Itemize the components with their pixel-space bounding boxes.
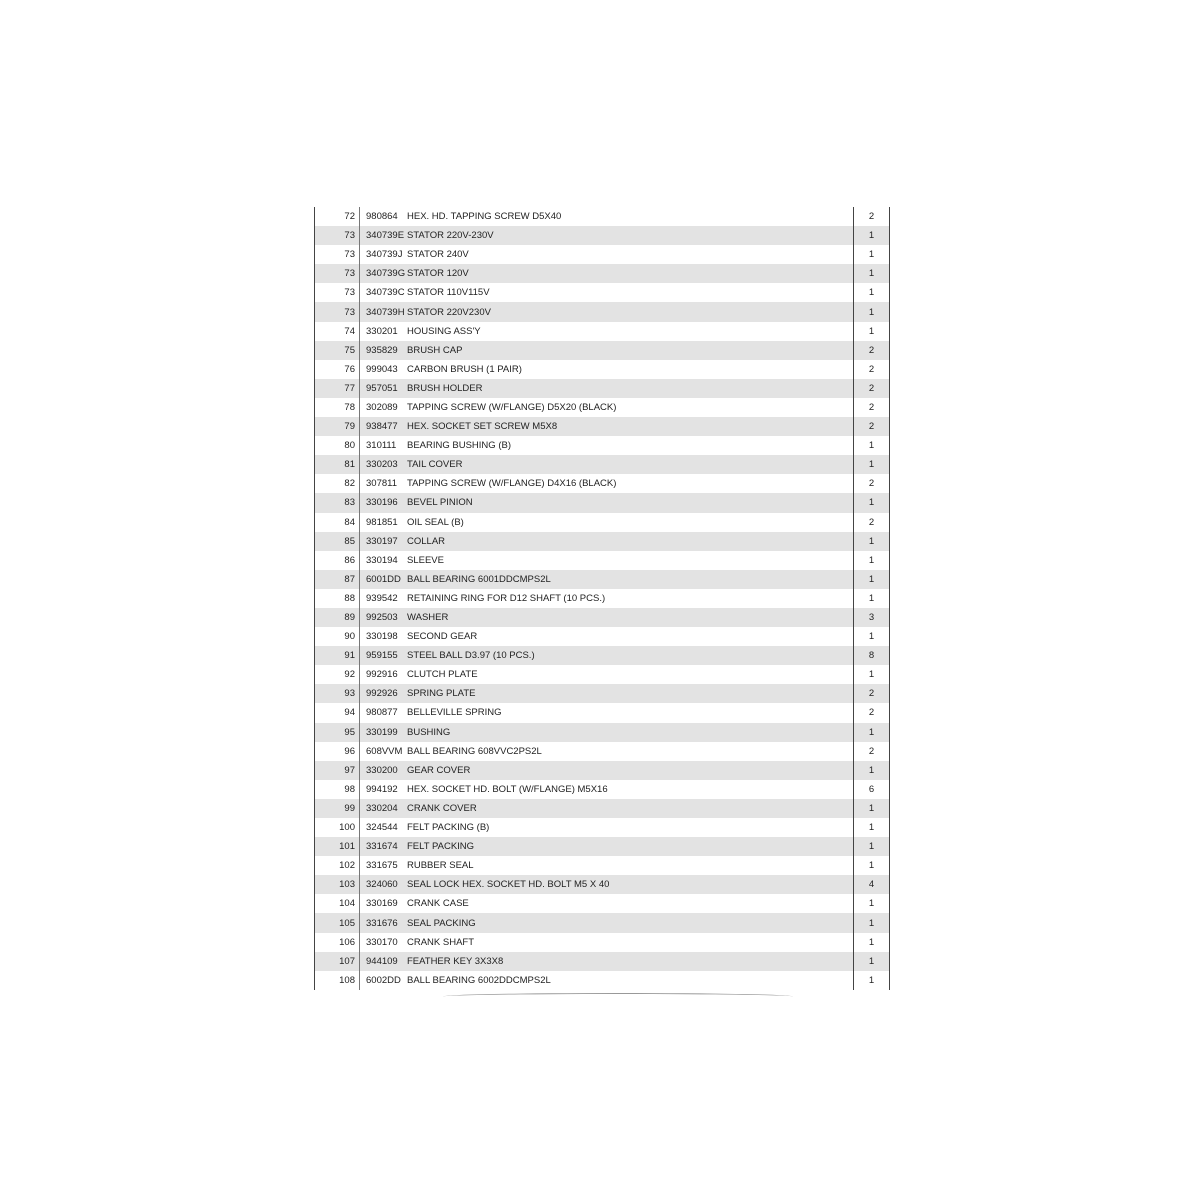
part-description: CRANK CASE: [406, 894, 854, 913]
part-description: BEARING BUSHING (B): [406, 436, 854, 455]
part-description: HOUSING ASS'Y: [406, 322, 854, 341]
table-row: [315, 322, 889, 341]
part-description: BUSHING: [406, 723, 854, 742]
item-number: 73: [315, 245, 360, 264]
part-description: SLEEVE: [406, 551, 854, 570]
part-number: 330201: [366, 325, 398, 337]
quantity: 1: [868, 268, 875, 280]
item-number: 103: [315, 875, 360, 894]
item-number: 84: [315, 513, 360, 532]
part-number: 939542: [366, 592, 398, 604]
part-description: STATOR 240V: [406, 245, 854, 264]
item-number: 101: [315, 837, 360, 856]
part-number: 330170: [366, 936, 398, 948]
part-number: 307811: [366, 478, 397, 490]
part-description: WASHER: [406, 608, 854, 627]
item-number: 108: [315, 971, 360, 990]
table-row: [315, 723, 889, 742]
item-number: 95: [315, 723, 360, 742]
part-number: 330204: [366, 802, 398, 814]
part-description: BELLEVILLE SPRING: [406, 703, 854, 722]
quantity: 1: [868, 631, 875, 643]
part-description: TAIL COVER: [406, 455, 854, 474]
quantity: 2: [868, 401, 875, 413]
table-row: [315, 665, 889, 684]
table-row: [315, 493, 889, 512]
part-description: FELT PACKING: [406, 837, 854, 856]
item-number: 88: [315, 589, 360, 608]
part-description: BALL BEARING 608VVC2PS2L: [406, 742, 854, 761]
item-number: 74: [315, 322, 360, 341]
table-row: [315, 379, 889, 398]
part-number: 981851: [366, 516, 398, 528]
quantity: 6: [868, 783, 875, 795]
item-number: 104: [315, 894, 360, 913]
item-number: 73: [315, 283, 360, 302]
part-number: 330194: [366, 554, 398, 566]
part-description: GEAR COVER: [406, 761, 854, 780]
table-row: [315, 799, 889, 818]
table-row: [315, 226, 889, 245]
part-number: 935829: [366, 344, 398, 356]
quantity: 1: [868, 726, 875, 738]
part-number: 324060: [366, 879, 398, 891]
item-number: 105: [315, 913, 360, 932]
parts-list-table: [314, 207, 890, 990]
table-row: [315, 417, 889, 436]
quantity: 8: [868, 650, 875, 662]
quantity: 1: [868, 440, 875, 452]
table-row: [315, 245, 889, 264]
part-description: CRANK SHAFT: [406, 933, 854, 952]
part-number: 980877: [366, 707, 398, 719]
part-description: CLUTCH PLATE: [406, 665, 854, 684]
part-description: BEVEL PINION: [406, 493, 854, 512]
table-row: [315, 455, 889, 474]
part-description: BALL BEARING 6001DDCMPS2L: [406, 570, 854, 589]
part-description: STATOR 120V: [406, 264, 854, 283]
table-row: [315, 933, 889, 952]
item-number: 90: [315, 627, 360, 646]
part-number: 310111: [366, 440, 397, 452]
quantity: 1: [868, 841, 875, 853]
quantity: 1: [868, 860, 875, 872]
quantity: 4: [868, 879, 875, 891]
table-row: [315, 971, 889, 990]
part-description: SEAL PACKING: [406, 913, 854, 932]
quantity: 1: [868, 936, 875, 948]
item-number: 106: [315, 933, 360, 952]
quantity: 2: [868, 211, 875, 223]
part-description: RUBBER SEAL: [406, 856, 854, 875]
item-number: 93: [315, 684, 360, 703]
part-number: 340739C: [366, 287, 405, 299]
table-row: [315, 360, 889, 379]
quantity: 1: [868, 554, 875, 566]
table-row: [315, 913, 889, 932]
quantity: 1: [868, 306, 875, 318]
quantity: 1: [868, 230, 875, 242]
table-row: [315, 952, 889, 971]
part-description: BALL BEARING 6002DDCMPS2L: [406, 971, 854, 990]
item-number: 102: [315, 856, 360, 875]
part-description: FELT PACKING (B): [406, 818, 854, 837]
part-description: RETAINING RING FOR D12 SHAFT (10 PCS.): [406, 589, 854, 608]
part-description: CRANK COVER: [406, 799, 854, 818]
item-number: 99: [315, 799, 360, 818]
part-number: 330198: [366, 631, 398, 643]
item-number: 96: [315, 742, 360, 761]
part-number: 340739E: [366, 230, 405, 242]
part-description: CARBON BRUSH (1 PAIR): [406, 360, 854, 379]
quantity: 1: [868, 669, 875, 681]
part-number: 957051: [366, 382, 398, 394]
table-row: [315, 436, 889, 455]
item-number: 100: [315, 818, 360, 837]
item-number: 73: [315, 226, 360, 245]
part-number: 980864: [366, 211, 398, 223]
part-description: SEAL LOCK HEX. SOCKET HD. BOLT M5 X 40: [406, 875, 854, 894]
part-number: 944109: [366, 955, 398, 967]
item-number: 77: [315, 379, 360, 398]
table-row: [315, 570, 889, 589]
part-number: 608VVM: [366, 745, 403, 757]
table-row: [315, 761, 889, 780]
quantity: 2: [868, 421, 875, 433]
table-row: [315, 684, 889, 703]
quantity: 1: [868, 573, 875, 585]
table-row: [315, 856, 889, 875]
page-edge-divider: [443, 993, 793, 1000]
table-row: [315, 837, 889, 856]
part-description: STATOR 220V-230V: [406, 226, 854, 245]
part-number: 330196: [366, 497, 398, 509]
part-description: HEX. SOCKET SET SCREW M5X8: [406, 417, 854, 436]
table-row: [315, 703, 889, 722]
quantity: 1: [868, 535, 875, 547]
part-number: 938477: [366, 421, 398, 433]
table-row: [315, 474, 889, 493]
part-description: COLLAR: [406, 532, 854, 551]
item-number: 97: [315, 761, 360, 780]
item-number: 81: [315, 455, 360, 474]
part-description: HEX. SOCKET HD. BOLT (W/FLANGE) M5X16: [406, 780, 854, 799]
quantity: 1: [868, 822, 875, 834]
part-description: SECOND GEAR: [406, 627, 854, 646]
part-number: 330169: [366, 898, 398, 910]
table-row: [315, 513, 889, 532]
part-description: TAPPING SCREW (W/FLANGE) D4X16 (BLACK): [406, 474, 854, 493]
item-number: 87: [315, 570, 360, 589]
table-row: [315, 341, 889, 360]
item-number: 79: [315, 417, 360, 436]
table-row: [315, 608, 889, 627]
part-number: 6001DD: [366, 573, 401, 585]
quantity: 3: [868, 612, 875, 624]
part-number: 959155: [366, 650, 398, 662]
quantity: 1: [868, 898, 875, 910]
quantity: 1: [868, 249, 875, 261]
quantity: 2: [868, 478, 875, 490]
item-number: 91: [315, 646, 360, 665]
quantity: 1: [868, 917, 875, 929]
part-number: 330203: [366, 459, 398, 471]
item-number: 86: [315, 551, 360, 570]
table-row: [315, 780, 889, 799]
part-description: STATOR 110V115V: [406, 283, 854, 302]
quantity: 1: [868, 459, 875, 471]
item-number: 89: [315, 608, 360, 627]
part-description: FEATHER KEY 3X3X8: [406, 952, 854, 971]
quantity: 2: [868, 516, 875, 528]
table-row: [315, 875, 889, 894]
quantity: 1: [868, 764, 875, 776]
item-number: 80: [315, 436, 360, 455]
quantity: 1: [868, 955, 875, 967]
part-number: 994192: [366, 783, 398, 795]
part-number: 324544: [366, 822, 398, 834]
part-description: TAPPING SCREW (W/FLANGE) D5X20 (BLACK): [406, 398, 854, 417]
part-number: 331674: [366, 841, 398, 853]
part-number: 6002DD: [366, 974, 401, 986]
item-number: 73: [315, 302, 360, 321]
table-row: [315, 818, 889, 837]
part-number: 330199: [366, 726, 398, 738]
part-description: STEEL BALL D3.97 (10 PCS.): [406, 646, 854, 665]
part-number: 330200: [366, 764, 398, 776]
quantity: 2: [868, 745, 875, 757]
item-number: 75: [315, 341, 360, 360]
table-row: [315, 742, 889, 761]
item-number: 72: [315, 207, 360, 226]
item-number: 98: [315, 780, 360, 799]
quantity: 1: [868, 287, 875, 299]
quantity: 2: [868, 382, 875, 394]
table-row: [315, 283, 889, 302]
part-number: 340739J: [366, 249, 403, 261]
table-row: [315, 207, 889, 226]
table-row: [315, 398, 889, 417]
table-row: [315, 894, 889, 913]
quantity: 2: [868, 363, 875, 375]
table-row: [315, 589, 889, 608]
quantity: 1: [868, 325, 875, 337]
part-number: 331676: [366, 917, 398, 929]
part-description: HEX. HD. TAPPING SCREW D5X40: [406, 207, 854, 226]
item-number: 107: [315, 952, 360, 971]
part-number: 999043: [366, 363, 398, 375]
item-number: 94: [315, 703, 360, 722]
item-number: 92: [315, 665, 360, 684]
item-number: 76: [315, 360, 360, 379]
item-number: 83: [315, 493, 360, 512]
table-row: [315, 627, 889, 646]
table-row: [315, 264, 889, 283]
part-description: STATOR 220V230V: [406, 302, 854, 321]
quantity: 1: [868, 592, 875, 604]
item-number: 73: [315, 264, 360, 283]
part-number: 340739G: [366, 268, 406, 280]
part-description: SPRING PLATE: [406, 684, 854, 703]
item-number: 85: [315, 532, 360, 551]
quantity: 2: [868, 688, 875, 700]
part-description: OIL SEAL (B): [406, 513, 854, 532]
part-number: 302089: [366, 401, 398, 413]
part-description: BRUSH HOLDER: [406, 379, 854, 398]
quantity: 1: [868, 974, 875, 986]
table-row: [315, 302, 889, 321]
quantity: 1: [868, 802, 875, 814]
item-number: 82: [315, 474, 360, 493]
table-row: [315, 551, 889, 570]
part-number: 331675: [366, 860, 398, 872]
part-description: BRUSH CAP: [406, 341, 854, 360]
part-number: 340739H: [366, 306, 405, 318]
table-row: [315, 646, 889, 665]
item-number: 78: [315, 398, 360, 417]
quantity: 2: [868, 707, 875, 719]
part-number: 330197: [366, 535, 398, 547]
quantity: 2: [868, 344, 875, 356]
part-number: 992503: [366, 612, 398, 624]
table-row: [315, 532, 889, 551]
part-number: 992916: [366, 669, 398, 681]
part-number: 992926: [366, 688, 398, 700]
quantity: 1: [868, 497, 875, 509]
